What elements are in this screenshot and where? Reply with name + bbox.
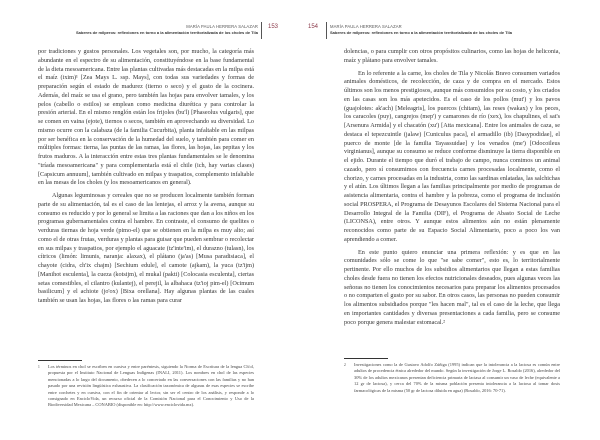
footnote-rule: [344, 358, 388, 359]
footnote-text: Investigaciones como la de Gustavo Adolfo Zúñiga (1995) indican que la intolerancia a la lactosa es común entre adultos de procedencia étnica alrededor del mundo. Según la investigación de Jorge L. Rosaldo (2016), alrededor del 30% de los adultos mexicanos presentan deficiencia primaria de lactasa al consumir un vaso de leche (equivalente a 12 gr de lactosa), y cerca del 70% de la misma población presenta intolerancia a la lactosa al tomar dosis farmacológicas de la misma (50 gr de lactosa diluida en agua) (Rosaldo, 2016: 70-71).: [354, 362, 560, 393]
paragraph: En lo referente a la carne, los choles de Tila y Nicolás Bravo consumen variados animales domésticos, de recolección, de caza y de compra en el mercado. Estos últimos son los menos prestigiosos, aunque más consumidos por su costo, y los criados en las casas son los más apetecidos. Es el caso de los pollos (mut') y los pavos (guajolotes: ak'ach) [Meleagris], los puercos (chitam), las reses (wakax) y los peces, los caracoles (puy), cangrejos (mep') y camarones de río (xex), los chapulines, el sat's [Arsenura Armida] y el chacatón (xu') [Atta mexicana]. Entre los animales de caza, se destaca el tepezcuintle (jalaw) [Cuniculus paca], el armadillo (ib) [Dasypodidae], el puerco de monte [de la familia Tayassuidae] y los venados (me') [Odocoileus virginianus], aunque su consumo se reduce conforme disminuye la tierra disponible en el ejido. Durante el tiempo que duró el trabajo de campo, nunca comimos un animal cazado, pero sí consumimos con frecuencia carnes procesadas localmente, como el chorizo, y carnes procesadas en la industria, como las sardinas enlatadas, las salchichas y el atún. Los últimos llegan a las familias principalmente por medio de programas de asistencia alimentaria, contra el hambre y la pobreza, como el programa de inclusión social PROSPERA, el Programa de Desayunos Escolares del Sistema Nacional para el Desarrollo Integral de la Familia (DIF), el Programa de Abasto Social de Leche (LICONSA), entre otros. Y aunque estos alimentos aún no están plenamente reconocidos como parte de su Espacio Social Alimentario, poco a poco los van aprendiendo a comer.: [344, 69, 560, 243]
header-divider: [261, 22, 262, 39]
body-text: [344, 48, 560, 327]
footnote: [38, 364, 254, 409]
paragraph: En este punto quiero enunciar una primera reflexión: y es que en las comunidades sólo se come lo que "se sabe comer", esto es, lo territorialmente pertinente. Por ello muchos de los subsidios alimentarios que llegan a estas familias choles desde fuera no tienen los efectos nutricionales deseados, pues algunas veces las señoras no tienen los conocimientos necesarios para preparar los alimentos procesados o no comparten el gusto por su sabor. En otros casos, las personas no pueden consumir los alimentos subsidiados porque "les hacen mal", tal es el caso de la leche, que llega en importantes cantidades y diversas presentaciones a cada familia, pero se consume poco porque genera malestar estomacal.²: [344, 248, 560, 326]
paragraph: dolencias, o para cumplir con otros propósitos culinarios, como las hojas de heliconia, maíz y plátano para envolver tamales.: [344, 48, 560, 64]
footnote-rule: [38, 360, 82, 361]
footnote-mark: 1: [38, 365, 40, 369]
header-author: MARÍA PAULA HERRERA SALAZAR: [330, 24, 402, 29]
header-divider: [326, 22, 327, 39]
header-title: Saberes de milperos: reflexiones en torno a la alimentación territorializada de los choles de Tila: [76, 30, 258, 35]
right-page: [300, 0, 600, 440]
paragraph: Algunas leguminosas y cereales que no se producen localmente también forman parte de su alimentación, tal es el caso de las lentejas, el arroz y la avena, aunque su consumo es reducido y por lo general se limita a las raciones que dan a los niños en los programas gubernamentales contra el hambre. En contraste, el consumo de quelites o verduras tiernas de hoja verde (pimo-el) que se obtienen en la milpa es muy alto; así como el de otras frutas, verduras y plantas para guisar que pueden sembrar o recolectar en sus milpas y traspatios, por ejemplo el aguacate (tz'inte'im), el durazno (tulasn), los cítricos (limón: limunis, naranja: alaxax), el plátano (ja'as) [Musa paradisiaca], el chayote (cidra, ch'ix chajm) [Sechium edule], el camote (ajkam), la yuca (tz'ijm) [Manihot esculenta], la cueza (kotsijm), el mukal (pakti) [Colocasia esculenta], ciertas setas comestibles, el cilantro (kulantej), el perejil, la albahaca (tz'ioj pim-el) [Ocimum basilicum] y el achiote (jo'ox) [Bixa orellana]. Hay algunas plantas de las cuales también se usan las hojas, las flores o las ramas para curar: [38, 192, 254, 304]
header-author: MARÍA PAULA HERRERA SALAZAR: [186, 24, 258, 29]
footnote-text: Los términos en chol se escriben en cursiva y entre paréntesis, siguiendo la Norma de Escritura de la lengua Ch'ol, propuesta por el Instituto Nacional de Lenguas Indígenas (INALI, 2011). Los nombres en chol de las especies mencionadas a lo largo del documento, obedecen a lo concertado en las conversaciones con las familias y no han pasado por una revisión lingüística exhaustiva. La clasificación taxonómica de algunas de esas especies se escribe entre corchetes y en cursiva, con el fin de orientar al lector, sin ser el centro de los análisis, y responde a lo consignado en EncicloVida, un recurso oficial de la Comisión Nacional para el Conocimiento y Uso de la Biodiversidad Mexicana – CONABIO (disponible en: http://www.enciclovida.mx).: [48, 364, 254, 408]
header-title: Saberes de milperos: reflexiones en torno a la alimentación territorializada de los choles de Tila: [330, 30, 512, 35]
page-number: 154: [308, 24, 319, 30]
footnote: [344, 362, 560, 394]
paragraph: por tradiciones y gustos personales. Los vegetales son, por mucho, la categoría más abundante en el espectro de su alimentación, constituyéndose en la base fundamental de la dieta mesoamericana. Entre las plantas cultivadas más destacadas en la milpa está el maíz (ixim)¹ [Zea Mays L. ssp. Mays], con todas sus variedades y formas de preparación según el estado de madurez (tierno o seco) y el gusto de la cocinera. Además, del maíz se usa el grano, pero también las hojas para envolver tamales, y los pelos (cabello o estilos) se emplean como medicina diurética y para controlar la presión arterial. En el mismo renglón están los frijoles (bu'l) [Phaseolus vulgaris], que se comen en vaina (ejote), tiernos o secos, también en aprovechando su diversidad. Lo mismo ocurre con la calabaza (de la familia Cucurbita), planta infaltable en las milpas por ser benéfica en la conservación de la humedad del suelo, y también para comer en múltiples formas: tierna, las puntas de las ramas, las flores, las hojas, las pepitas y los frutos maduros. A la interacción entre estas tres plantas fundamentales se le denomina "tríada mesoamericana" y para complementarla está el chile (ich, hay varias clases) [Capsicum annuum], también cultivado en milpas y traspatios, complemento infaltable en las mesas de los choles (y los mesoamericanos en general).: [38, 48, 254, 187]
running-header: [76, 24, 258, 36]
footnote-mark: 2: [344, 363, 346, 367]
body-text: [38, 48, 254, 306]
running-header: [330, 24, 512, 36]
page-number: 153: [267, 24, 278, 30]
